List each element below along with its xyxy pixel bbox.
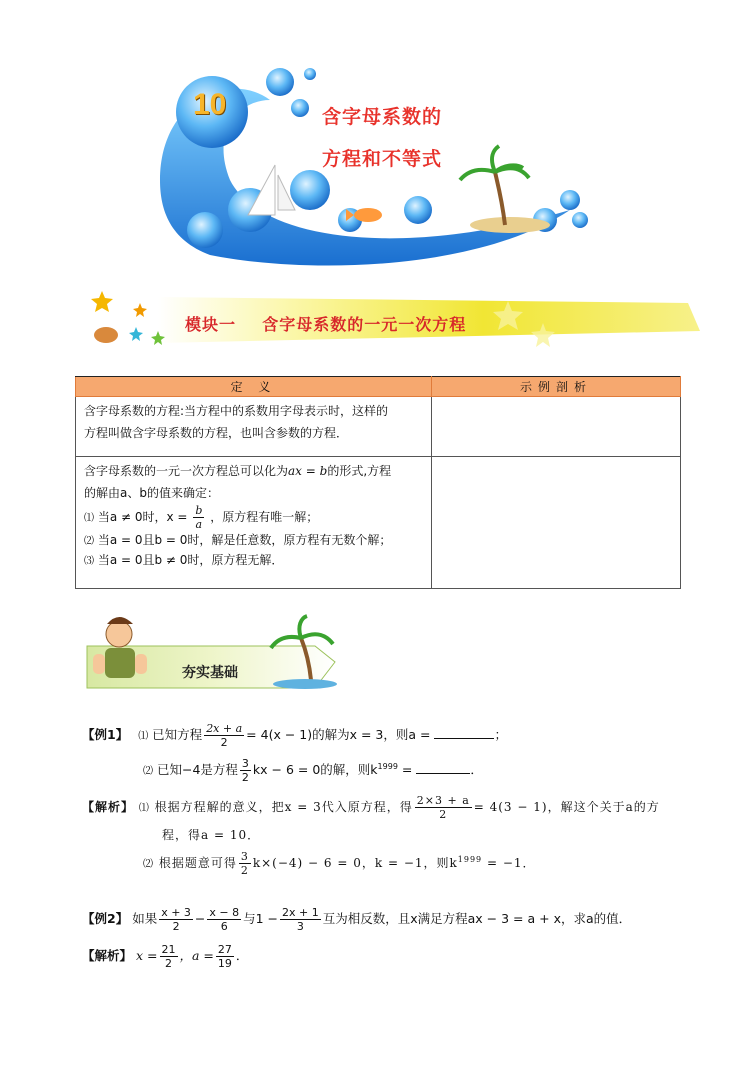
text-span: ； xyxy=(494,727,507,742)
text-span: 互为相反数，且x满足方程ax − 3 = a + x，求a的值． xyxy=(322,911,632,926)
exponent: 1999 xyxy=(457,855,483,864)
case-line-1 xyxy=(84,504,423,531)
definition-line: 含字母系数的方程:当方程中的系数用字母表示时，这样的 xyxy=(84,404,389,418)
fraction xyxy=(239,850,251,877)
fraction-denominator: 2 xyxy=(240,864,249,877)
fraction-numerator: 21 xyxy=(161,943,176,956)
fraction-denominator: 2 xyxy=(172,920,180,933)
example1-part1 xyxy=(82,722,507,749)
chapter-title-line1: 含字母系数的 xyxy=(322,106,443,128)
part-number: ⑴ xyxy=(138,803,150,814)
example-cell xyxy=(432,397,681,457)
definition-cell xyxy=(76,397,432,457)
fraction-numerator: x − 8 xyxy=(209,906,240,919)
section-ribbon xyxy=(85,610,345,696)
answer-blank xyxy=(434,726,494,739)
case-number: ⑴ xyxy=(84,513,94,524)
fraction xyxy=(216,943,234,970)
fraction-numerator: 2x + 1 xyxy=(282,906,319,919)
fraction-numerator: 27 xyxy=(217,943,232,956)
fraction xyxy=(415,794,472,821)
definition-cell xyxy=(76,457,432,589)
text-span: ． xyxy=(470,762,483,777)
text-span: = −1． xyxy=(486,856,536,870)
text-span: 已知方程 xyxy=(152,727,203,742)
fraction-denominator: 2 xyxy=(439,808,448,821)
math-expression: ax = b xyxy=(288,464,328,478)
fraction-numerator: x + 3 xyxy=(161,906,191,919)
fraction-numerator: b xyxy=(195,504,203,517)
fraction-denominator: 2 xyxy=(165,957,172,970)
example-tag: 【例2】 xyxy=(82,911,129,926)
text-span: ，a = xyxy=(179,948,214,963)
fraction-denominator: 3 xyxy=(296,920,304,933)
case-number: ⑶ xyxy=(84,556,94,567)
text-span: 的形式,方程 xyxy=(327,464,392,478)
solution-tag: 【解析】 xyxy=(82,948,133,963)
answer-blank xyxy=(416,761,470,774)
definition-line: 方程叫做含字母系数的方程，也叫含参数的方程． xyxy=(84,426,349,440)
table-row xyxy=(76,457,681,589)
text-span: 已知−4是方程 xyxy=(156,762,238,777)
text-span: − xyxy=(194,911,206,926)
solution1-part1 xyxy=(82,794,660,821)
solution1-part2 xyxy=(143,850,536,877)
text-span: = xyxy=(401,762,413,777)
fraction-denominator: 2 xyxy=(220,736,228,749)
text-span: 当a = 0且b = 0时，解是任意数，原方程有无数个解； xyxy=(97,533,392,547)
part-number: ⑵ xyxy=(143,859,154,870)
fraction-numerator: 3 xyxy=(241,757,249,770)
fraction-denominator: 6 xyxy=(220,920,228,933)
example1-part2 xyxy=(143,757,483,784)
text-span: kx − 6 = 0的解，则k xyxy=(252,762,378,777)
module-title: 模块一 含字母系数的一元一次方程 xyxy=(185,315,467,334)
case-number: ⑵ xyxy=(84,536,94,547)
fraction xyxy=(280,906,321,933)
example-tag: 【例1】 xyxy=(82,727,129,742)
chapter-number: 10 xyxy=(193,88,227,121)
text-span: = 4(x − 1)的解为x = 3，则a = xyxy=(246,727,431,742)
text-span: = 4(3 − 1)，解这个关于a的方 xyxy=(473,800,660,814)
fraction-denominator: 2 xyxy=(241,771,249,784)
case-line-3 xyxy=(84,551,423,571)
text-span: 如果 xyxy=(132,911,158,926)
fraction-denominator: 19 xyxy=(217,957,232,970)
solution2 xyxy=(82,943,248,970)
fraction xyxy=(160,943,178,970)
text-span: ． xyxy=(235,948,249,963)
part-number: ⑴ xyxy=(138,731,149,742)
part-number: ⑵ xyxy=(143,766,153,777)
fraction-numerator: 3 xyxy=(240,850,249,863)
fraction xyxy=(204,722,244,749)
definition-line xyxy=(84,460,423,482)
text-span: 含字母系数的一元一次方程总可以化为 xyxy=(84,464,289,478)
case-line-2 xyxy=(84,531,423,551)
text-span: 当a ≠ 0时，x = xyxy=(97,510,188,524)
solution1-line2: 程，得a = 10． xyxy=(162,828,261,842)
fraction-numerator: 2×3 + a xyxy=(416,794,470,807)
table-header-example: 示例剖析 xyxy=(432,377,681,397)
text-span: ，原方程有唯一解； xyxy=(210,510,319,524)
example2 xyxy=(82,906,631,933)
fraction xyxy=(193,504,204,531)
text-span: 根据方程解的意义，把x = 3代入原方程，得 xyxy=(154,800,413,814)
fraction xyxy=(240,757,251,784)
example-cell xyxy=(432,457,681,589)
exponent: 1999 xyxy=(377,761,398,771)
table-row xyxy=(76,397,681,457)
fraction-numerator: 2x + a xyxy=(206,722,243,735)
text-span: k×(−4) − 6 = 0，k = −1，则k xyxy=(252,856,458,870)
fraction xyxy=(159,906,193,933)
solution-tag: 【解析】 xyxy=(82,800,135,814)
text-span: 根据题意可得 xyxy=(158,856,237,870)
definition-line: 的解由a、b的值来确定： xyxy=(84,486,219,500)
definition-table xyxy=(75,376,681,589)
text-span: x = xyxy=(136,948,158,963)
text-span: 与1 − xyxy=(243,911,279,926)
table-header-definition: 定 义 xyxy=(76,377,432,397)
fraction-denominator: a xyxy=(195,518,203,531)
text-span: 当a = 0且b ≠ 0时，原方程无解． xyxy=(97,553,284,567)
chapter-title-line2: 方程和不等式 xyxy=(322,148,443,170)
section-label: 夯实基础 xyxy=(182,665,238,681)
fraction xyxy=(207,906,241,933)
